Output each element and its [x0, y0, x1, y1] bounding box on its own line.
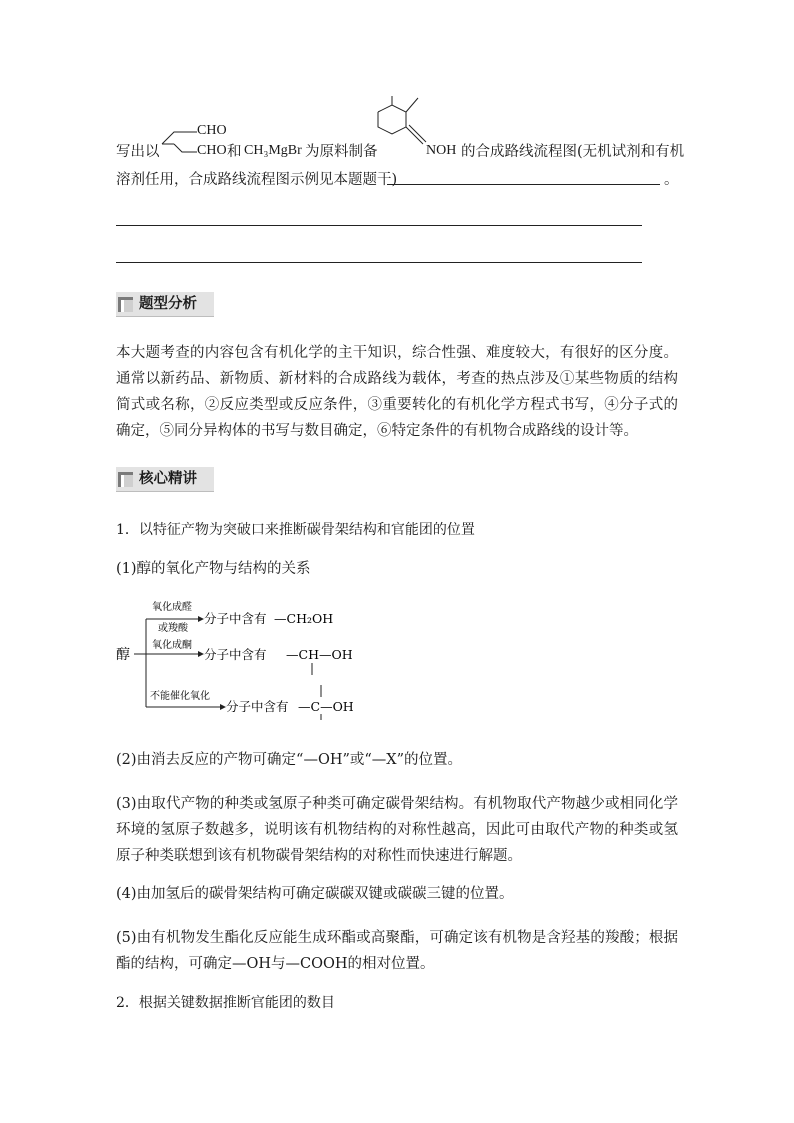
question-prefix: 写出以 [116, 144, 160, 160]
answer-blank [387, 184, 660, 185]
dialdehyde-structure [160, 124, 198, 158]
question-line2: 溶剂任用，合成路线流程图示例见本题题干) [116, 172, 398, 188]
and-text: 和 [227, 144, 242, 160]
answer-line-1 [116, 225, 642, 226]
diagram-root: 醇 [116, 647, 130, 663]
alcohol-oxidation-diagram [110, 595, 390, 720]
section-marker-icon [118, 472, 133, 487]
section-title-core: 核心精讲 [139, 471, 197, 487]
branch3-label: 不能催化氧化 [150, 691, 210, 702]
heading-1: 1．以特征产物为突破口来推断碳骨架结构和官能团的位置 [116, 522, 475, 538]
section-marker-icon [118, 297, 133, 312]
reagent-label: CH₃MgBr [244, 143, 302, 158]
analysis-paragraph: 本大题考查的内容包含有机化学的主干知识，综合性强、难度较大，有很好的区分度。通常以新药品、新物质、新材料的合成路线为载体，考查的热点涉及①某些物质的结构简式或名称，②反应类型或反应条件，③重要转化的有机化学方程式书写，④分子式的确定，⑤同分异构体的书写与数目确定，⑥特定条件的有机物合成路线的设计等。 [116, 345, 678, 439]
item-4: (4)由加氢后的碳骨架结构可确定碳碳双键或碳碳三键的位置。 [116, 886, 514, 902]
heading-2: 2．根据关键数据推断官能团的数目 [116, 995, 335, 1011]
branch1-label-top: 氧化成醛 [152, 602, 192, 613]
answer-line-2 [116, 262, 642, 263]
question-end-mark: 。 [664, 172, 679, 188]
branch2-result-text: 分子中含有 [204, 647, 267, 662]
branch1-group: —CH₂OH [274, 611, 334, 626]
section-title-analysis: 题型分析 [139, 296, 197, 312]
item-2: (2)由消去反应的产物可确定“—OH”或“—X”的位置。 [116, 752, 463, 768]
item-3: (3)由取代产物的种类或氢原子种类可确定碳骨架结构。有机物取代产物越少或相同化学环境的氢原子数越多，说明该有机物结构的对称性越高，因此可由取代产物的种类或氢原子种类联想到该有机物碳骨架结构的对称性而快速进行解题。 [116, 796, 678, 864]
branch2-label: 氧化成酮 [152, 640, 192, 651]
item-5: (5)由有机物发生酯化反应能生成环酯或高聚酯，可确定该有机物是含羟基的羧酸；根据酯的结构，可确定—OH与—COOH的相对位置。 [116, 930, 678, 972]
cho-bottom-label: CHO [197, 143, 227, 158]
noh-label: NOH [426, 143, 457, 158]
branch3-group: —C—OH [298, 699, 354, 714]
branch3-result-text: 分子中含有 [226, 699, 289, 714]
subheading-1: (1)醇的氧化产物与结构的关系 [116, 561, 311, 577]
section-header-analysis [116, 292, 214, 317]
branch1-label-bottom: 或羧酸 [158, 623, 188, 634]
question-suffix: 的合成路线流程图(无机试剂和有机 [461, 144, 685, 160]
question-middle: 为原料制备 [305, 144, 378, 160]
branch2-group: —CH—OH [286, 647, 353, 662]
cho-top-label: CHO [197, 123, 227, 138]
branch1-result-text: 分子中含有 [204, 611, 267, 626]
section-header-core [116, 467, 214, 492]
